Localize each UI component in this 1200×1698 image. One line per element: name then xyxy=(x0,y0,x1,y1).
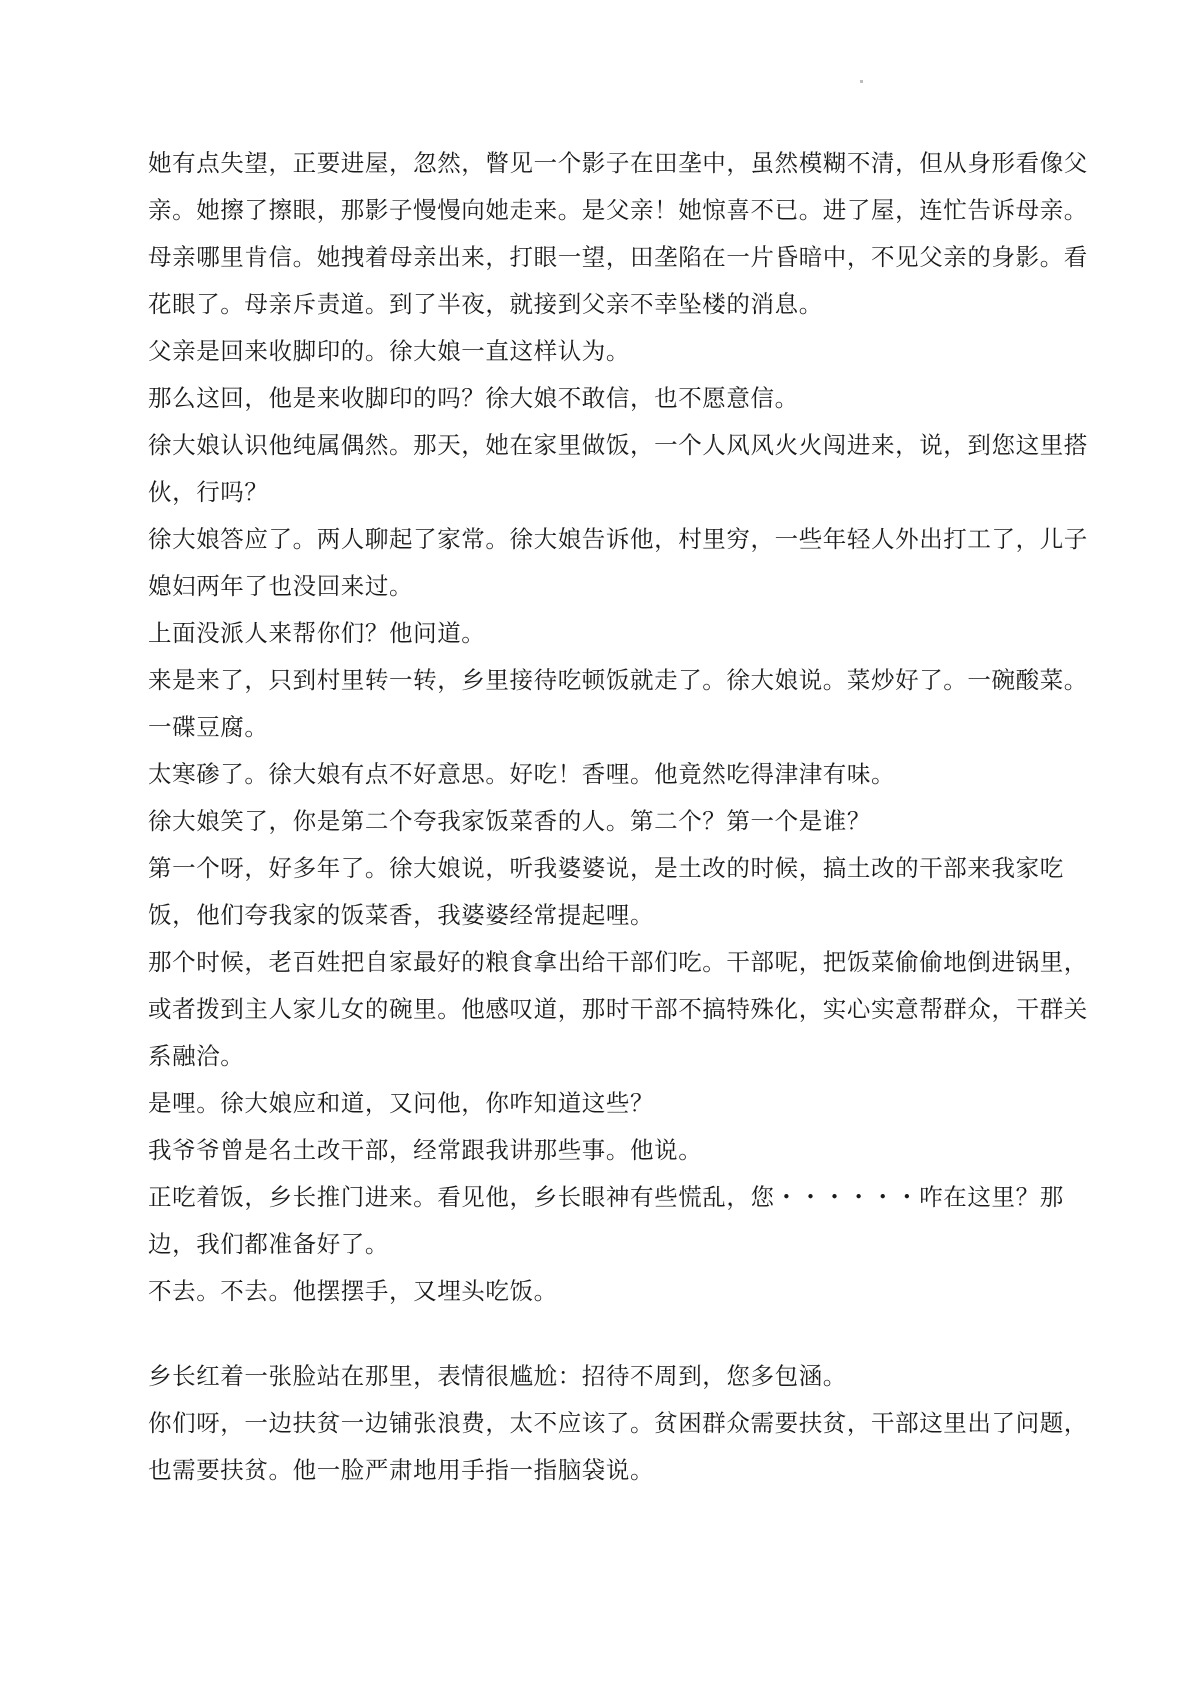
paragraph-1: 她有点失望，正要进屋，忽然，瞥见一个影子在田垄中，虽然模糊不清，但从身形看像父亲。她擦了擦眼，那影子慢慢向她走来。是父亲！她惊喜不已。进了屋，连忙告诉母亲。母亲哪里肯信。她拽着母亲出来，打眼一望，田垄陷在一片昏暗中，不见父亲的身影。看花眼了。母亲斥责道。到了半夜，就接到父亲不幸坠楼的消息。 xyxy=(148,149,1088,318)
article-body xyxy=(148,140,1094,1494)
paragraph-7: 来是来了，只到村里转一转，乡里接待吃顿饭就走了。徐大娘说。菜炒好了。一碗酸菜。一碟豆腐。 xyxy=(148,666,1088,741)
paragraph-15: 不去。不去。他摆摆手，又埋头吃饭。 xyxy=(148,1277,558,1305)
paragraph-2: 父亲是回来收脚印的。徐大娘一直这样认为。 xyxy=(148,337,630,365)
paragraph-11: 那个时候，老百姓把自家最好的粮食拿出给干部们吃。干部呢，把饭菜偷偷地倒进锅里，或者拨到主人家儿女的碗里。他感叹道，那时干部不搞特殊化，实心实意帮群众，干群关系融洽。 xyxy=(148,948,1088,1070)
paragraph-16: 乡长红着一张脸站在那里，表情很尴尬：招待不周到，您多包涵。 xyxy=(148,1362,847,1390)
paragraph-5: 徐大娘答应了。两人聊起了家常。徐大娘告诉他，村里穷，一些年轻人外出打工了，儿子媳妇两年了也没回来过。 xyxy=(148,525,1088,600)
paragraph-3: 那么这回，他是来收脚印的吗？徐大娘不敢信，也不愿意信。 xyxy=(148,384,799,412)
scan-dot-mark xyxy=(860,80,863,83)
paragraph-14: 正吃着饭，乡长推门进来。看见他，乡长眼神有些慌乱，您・・・・・・咋在这里？那边，我们都准备好了。 xyxy=(148,1183,1064,1258)
paragraph-8: 太寒碜了。徐大娘有点不好意思。好吃！香哩。他竟然吃得津津有味。 xyxy=(148,760,896,788)
paragraph-12: 是哩。徐大娘应和道，又问他，你咋知道这些？ xyxy=(148,1089,655,1117)
paragraph-6: 上面没派人来帮你们？他问道。 xyxy=(148,619,486,647)
paragraph-13: 我爷爷曾是名土改干部，经常跟我讲那些事。他说。 xyxy=(148,1136,703,1164)
paragraph-9: 徐大娘笑了，你是第二个夸我家饭菜香的人。第二个？第一个是谁？ xyxy=(148,807,871,835)
paragraph-17: 你们呀，一边扶贫一边铺张浪费，太不应该了。贫困群众需要扶贫，干部这里出了问题，也需要扶贫。他一脸严肃地用手指一指脑袋说。 xyxy=(148,1409,1088,1484)
paragraph-4: 徐大娘认识他纯属偶然。那天，她在家里做饭，一个人风风火火闯进来，说，到您这里搭伙，行吗？ xyxy=(148,431,1088,506)
paragraph-10: 第一个呀，好多年了。徐大娘说，听我婆婆说，是土改的时候，搞土改的干部来我家吃饭，他们夸我家的饭菜香，我婆婆经常提起哩。 xyxy=(148,854,1064,929)
